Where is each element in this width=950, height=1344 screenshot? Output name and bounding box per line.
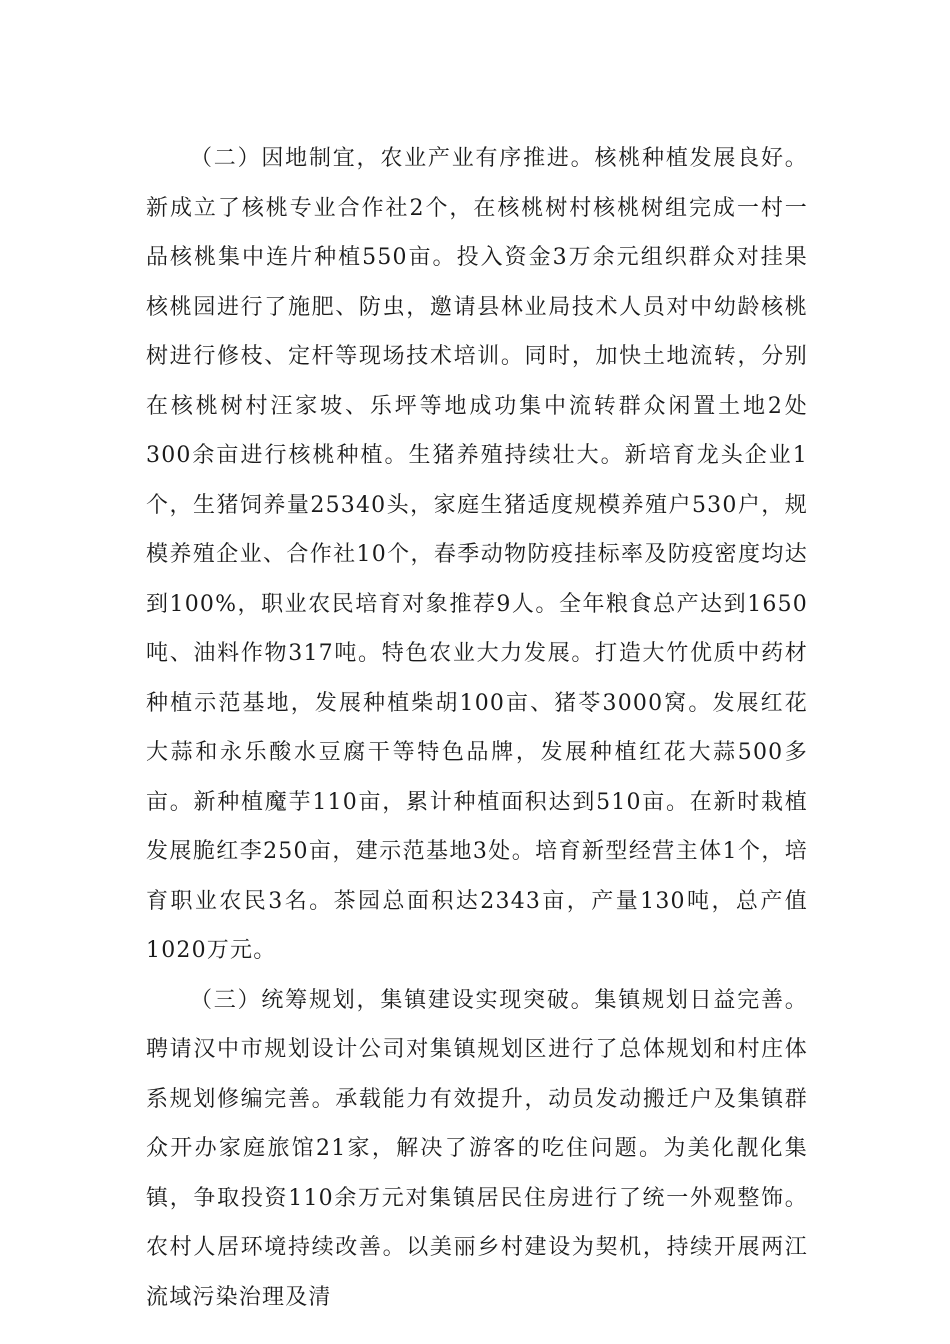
paragraph-section-2: （二）因地制宜，农业产业有序推进。核桃种植发展良好。新成立了核桃专业合作社2个，在核桃树村核桃树组完成一村一品核桃集中连片种植550亩。投入资金3万余元组织群众对挂果核桃园进行了施肥、防虫，邀请县林业局技术人员对中幼龄核桃树进行修枝、定杆等现场技术培训。同时，加快土地流转，分别在核桃树村汪家坡、乐坪等地成功集中流转群众闲置土地2处300余亩进行核桃种植。生猪养殖持续壮大。新培育龙头企业1个，生猪饲养量25340头，家庭生猪适度规模养殖户530户，规模养殖企业、合作社10个，春季动物防疫挂标率及防疫密度均达到100%，职业农民培育对象推荐9人。全年粮食总产达到1650吨、油料作物317吨。特色农业大力发展。打造大竹优质中药材种植示范基地，发展种植柴胡100亩、猪苓3000窝。发展红花大蒜和永乐酸水豆腐干等特色品牌，发展种植红花大蒜500多亩。新种植魔芋110亩，累计种植面积达到510亩。在新时栽植发展脆红李250亩，建示范基地3处。培育新型经营主体1个，培育职业农民3名。茶园总面积达2343亩，产量130吨，总产值1020万元。 [146,146,808,963]
paragraph-section-3: （三）统筹规划，集镇建设实现突破。集镇规划日益完善。聘请汉中市规划设计公司对集镇规划区进行了总体规划和村庄体系规划修编完善。承载能力有效提升，动员发动搬迁户及集镇群众开办家庭旅馆21家，解决了游客的吃住问题。为美化靓化集镇，争取投资110余万元对集镇居民住房进行了统一外观整饰。农村人居环境持续改善。以美丽乡村建设为契机，持续开展两江流域污染治理及清 [146,987,808,1310]
document-body [146,134,808,1322]
